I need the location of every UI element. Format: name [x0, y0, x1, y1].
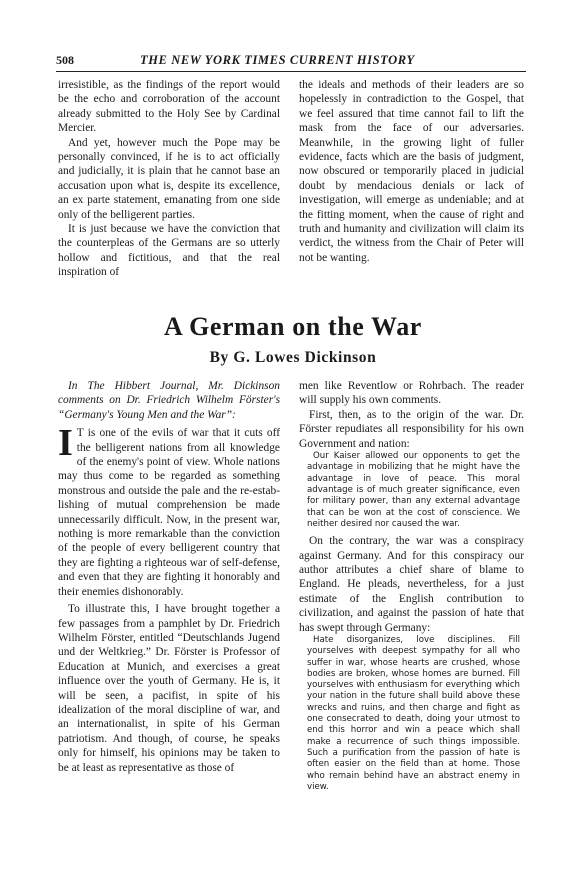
paragraph-text: T is one of the evils of war that it cuts off the belligerent nations from all knowledge of the enemy's point of view. Whole nations may thus come to be regarded as something monstrous and outside the pale and the re-establishing of mutual comprehension be made unnecessarily difficult. Now, in the present war, nothing is more remarkable than the conviction of the people of every belligerent country that they are fighting a righteous war of self-defense, and even that they are fighting it honorably and their enemies dishonorably. [58, 427, 280, 598]
paragraph: the ideals and methods of their leaders are so hopelessly in contradiction to the Gospel, that we feel assured that time cannot fail to lift the mask from the face of our adversaries. Meanwhile, in the growing light of fuller evidence, facts which are the basis of judgment, now obscured or temporarily placed in judicial doubt by mendacious denials or lack of investigation, will emerge as undeniable; and at the fitting moment, when the cause of right and truth and humanity and civilization will claim its verdict, the witness from the Chair of Peter will not be wanting. [299, 79, 524, 264]
article-right-column [299, 379, 524, 797]
drop-cap: I [58, 422, 73, 465]
paragraph: First, then, as to the origin of the war. Dr. Förster repudiates all responsibility for his own Government and nation: [299, 408, 524, 450]
paragraph: men like Reventlow or Rohrbach. The reader will supply his own comments. [299, 380, 524, 407]
article-title: A German on the War [164, 312, 422, 341]
paragraph: It is just because we have the conviction that the counterpleas of the Germans are so utterly hollow and fictitious, and that the real inspiration of [58, 223, 280, 279]
header-rule [56, 71, 526, 72]
page-number: 508 [56, 53, 74, 67]
paragraph [58, 422, 280, 599]
article-left-column [58, 379, 280, 775]
paragraph: On the contrary, the war was a conspiracy against Germany. And for this conspiracy our author attributes a chief share of blame to England. He pleads, nevertheless, for a just estimate of the English contribution to civilization, and against the passion of hate that has swept through Germany: [299, 535, 524, 634]
article-byline: By G. Lowes Dickinson [209, 349, 377, 366]
top-right-column [299, 78, 524, 265]
intro-note: In The Hibbert Journal, Mr. Dickinson comments on Dr. Friedrich Wilhelm Förster's “Germany's Young Men and the War”: [58, 380, 280, 421]
page-header [56, 53, 526, 69]
paragraph: To illustrate this, I have brought together a few passages from a pamphlet by Dr. Friedrich Wilhelm Förster, entitled “Deutschlands Jugend und der Weltkrieg.” Dr. Förster is Professor of Education at Munich, and exercises a great influence over the youth of Germany. He is, it will be seen, a pacifist, in spite of his idealization of the moral discipline of war, and an internationalist, in spite of his German patriotism. And though, of course, he speaks only for himself, his opinions may be taken to be at least as representative as those of [58, 603, 280, 774]
paragraph: And yet, however much the Pope may be personally convinced, if he is to act officially and judicially, it is plain that he cannot base an accusation upon what is, despite its excellence, an ex parte statement, emanating from one side only of the belligerent parties. [58, 136, 280, 221]
running-title: THE NEW YORK TIMES CURRENT HISTORY [140, 53, 415, 67]
block-quote: Hate disorganizes, love disciplines. Fill yourselves with deepest sympathy for all who suffer in war, whose hearts are crushed, whose bodies are broken, whose homes are burned. Fill yourselves with enthusiasm for everything which your nation in the future shall build above these wrecks and ruins, and then charge and fight as one consecrated to death, doing your utmost to end this horror and win a peace which shall make a recurrence of such things impossible. Such a purification from the passion of hate is often easier on the field than at home. Those who remain behind have an abstract enemy in view. [307, 634, 520, 792]
paragraph: irresistible, as the findings of the report would be the echo and corroboration of the account already submitted to the Holy See by Cardinal Mercier. [58, 79, 280, 135]
block-quote: Our Kaiser allowed our opponents to get the advantage in mobilizing that he might have the advantage in love of peace. This moral advantage is of much greater significance, even for military power, than any external advantage that can be won at the cost of conscience. We neither desired nor caused the war. [307, 451, 520, 529]
top-left-column [58, 78, 280, 280]
